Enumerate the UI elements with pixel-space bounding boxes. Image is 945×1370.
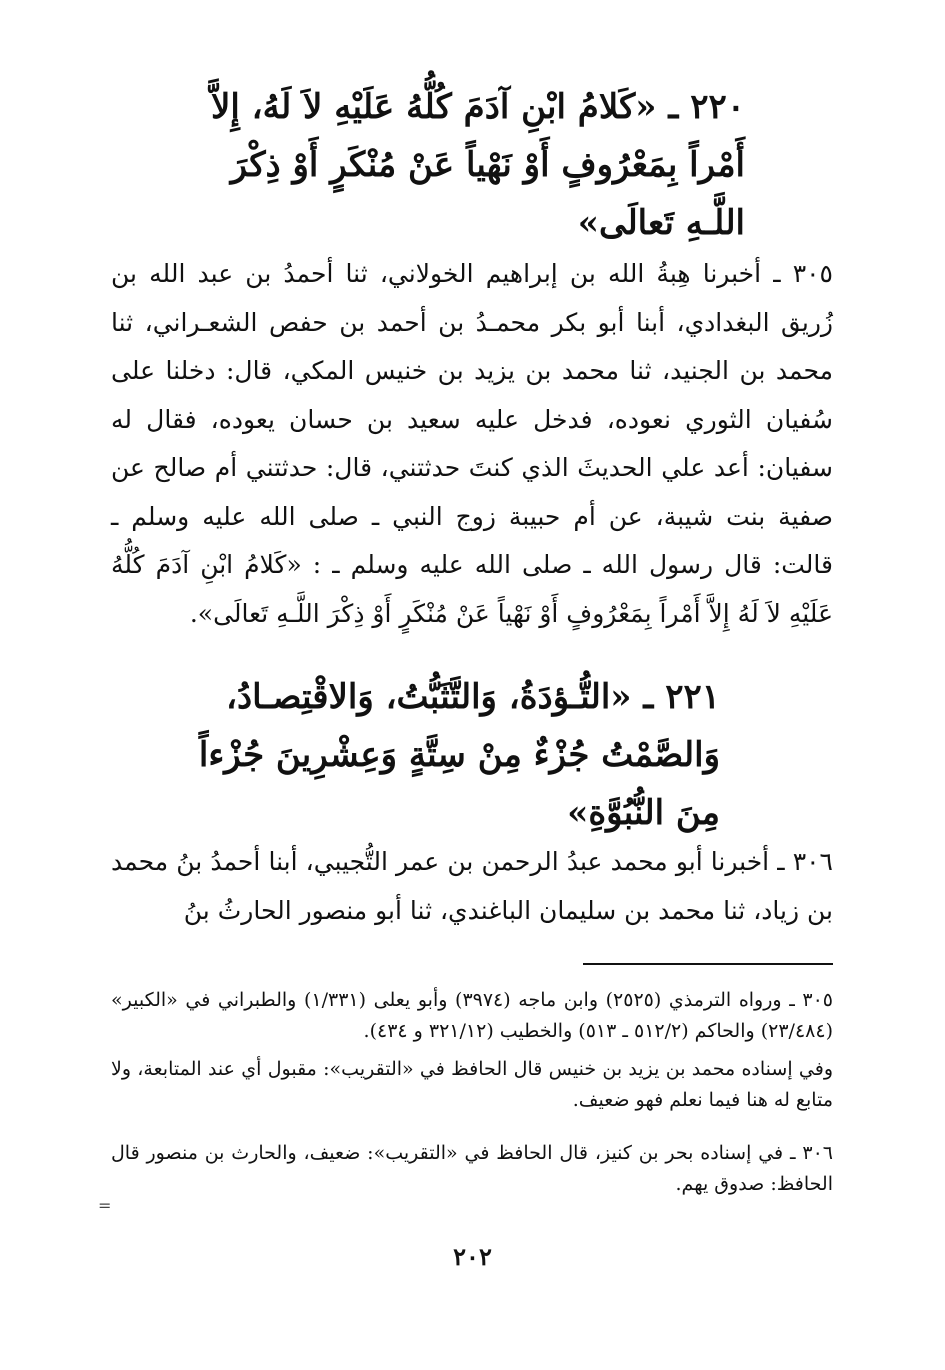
hadith-220-number: ٢٢٠ ـ xyxy=(668,87,745,127)
hadith-221-heading xyxy=(180,668,720,842)
footnote-divider xyxy=(583,963,833,965)
footnote-306: ٣٠٦ ـ في إسناده بحر بن كنيز، قال الحافظ في «التقريب»: ضعيف، والحارث بن منصور قال الحافظ: صدوق يهم. xyxy=(111,1142,833,1195)
paragraph-306 xyxy=(111,838,833,935)
paragraph-306-text: أخبرنا أبو محمد عبدُ الرحمن بن عمر التُّجيبي، أبنا أحمدُ بنُ محمد بن زياد، ثنا محمد بن سليمان الباغندي، ثنا أبو منصور الحارثُ بنُ xyxy=(111,847,833,925)
paragraph-305-text: أخبرنا هِبةُ الله بن إبراهيم الخولاني، ثنا أحمدُ بن عبد الله بن زُريق البغدادي، أبنا أبو بكر محمـدُ بن أحمد بن حفص الشعـراني، ثنا محمد بن الجنيد، ثنا محمد بن يزيد بن خنيس المكي، قال: دخلنا على سُفيان الثوري نعوده، فدخل عليه سعيد بن حسان يعوده، فقال له سفيان: أعد علي الحديثَ الذي كنتَ حدثتني، قال: حدثتني أم صالح عن صفية بنت شيبة، عن أم حبيبة زوج النبي ـ صلى الله عليه وسلم ـ قالت: قال رسول الله ـ صلى الله عليه وسلم ـ : «كَلامُ ابْنِ آدَمَ كُلُّهُ عَلَيْهِ لاَ لَهُ إِلاَّ أَمْراً بِمَعْرُوفٍ أَوْ نَهْياً عَنْ مُنْكَرٍ أَوْ ذِكْرَ اللَّـهِ تَعالَى». xyxy=(111,259,833,628)
page-number: ٢٠٢ xyxy=(453,1242,492,1271)
paragraph-305-number: ٣٠٥ ـ xyxy=(773,259,833,288)
paragraph-306-number: ٣٠٦ ـ xyxy=(777,847,833,876)
footnote-305-sources: ٣٠٥ ـ ورواه الترمذي (٢٥٢٥) وابن ماجه (٣٩٧٤) وأبو يعلى (١/٣٣١) والطبراني في «الكبير» (٢٣/٤٨٤) والحاكم (٥١٢/٢ ـ ٥١٣) والخطيب (٣٢١/١٢ و ٤٣٤). xyxy=(111,989,833,1042)
hadith-221-text: «التُّـؤدَةُ، وَالتَّثَبُّتُ، وَالاقْتِصـادُ، وَالصَّمْتُ جُزْءٌ مِنْ سِتَّةٍ وَعِشْرِينَ جُزْءاً مِنَ النُّبُوَّةِ» xyxy=(198,677,720,833)
hadith-220-heading xyxy=(185,78,745,252)
hadith-220-text: «كَلامُ ابْنِ آدَمَ كُلُّهُ عَلَيْهِ لاَ لَهُ، إِلاَّ أَمْراً بِمَعْرُوفٍ أَوْ نَهْياً عَنْ مُنْكَرٍ أَوْ ذِكْرَ اللَّـهِ تَعالَى» xyxy=(210,87,745,243)
hadith-221-number: ٢٢١ ـ xyxy=(643,677,720,717)
margin-mark: = xyxy=(98,1196,112,1215)
paragraph-305 xyxy=(111,250,833,638)
footnote-305-isnad: وفي إسناده محمد بن يزيد بن خنيس قال الحافظ في «التقريب»: مقبول أي عند المتابعة، ولا متابع له هنا فيما نعلم فهو ضعيف. xyxy=(111,1058,833,1111)
